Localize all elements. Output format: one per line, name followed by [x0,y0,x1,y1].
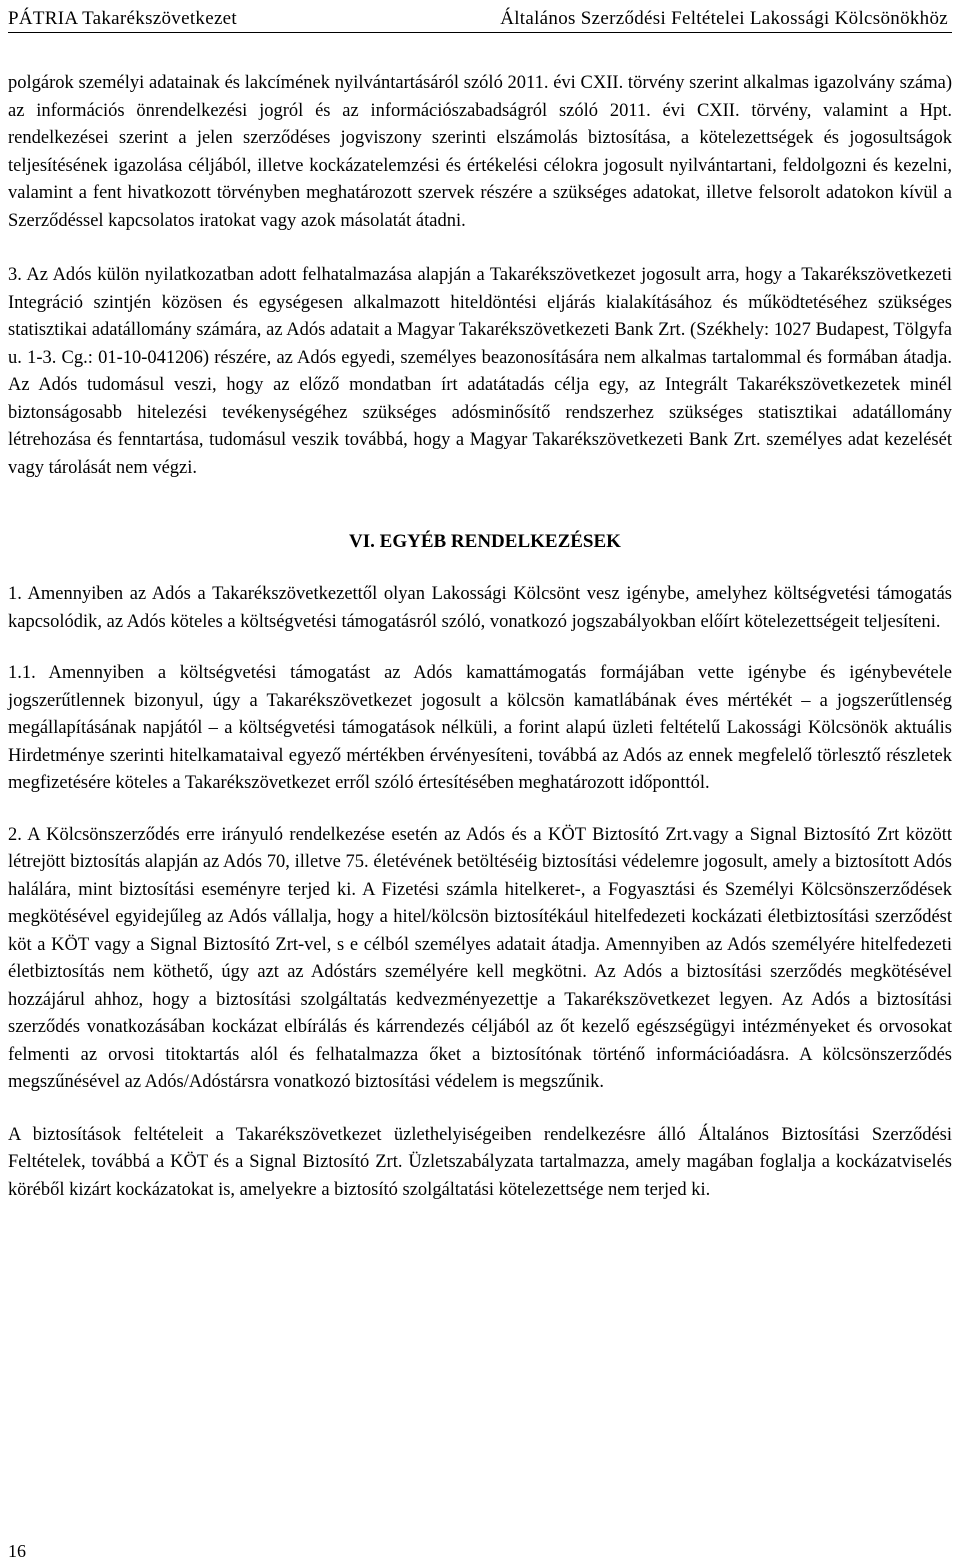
page-number: 16 [8,1541,26,1561]
paragraph-1-subsidy: 1. Amennyiben az Adós a Takarékszövetkezettől olyan Lakossági Kölcsönt vesz igénybe, amelyhez költségvetési támogatás kapcsolódik, az Adós köteles a költségvetési támogatásról szóló, vonatkozó jogszabályokban előírt kötelezettségeit teljesíteni. [8,584,952,632]
paragraph-1-1-interest-subsidy: 1.1. Amennyiben a költségvetési támogatást az Adós kamattámogatás formájában vette igénybe és igénybevétele jogszerűtlennek bizonyul, úgy a Takarékszövetkezet jogosult a kölcsön kamatlábának éves mértékét – a jogszerűtlenség megállapításának napjától – a költségvetési támogatások nélküli, a forint alapú üzleti feltételű Lakossági Kölcsönök aktuális Hirdetménye szerinti hitelkamataival egyező mértékben érvényesíteni, továbbá az Adós az ennek megfelelő törlesztő részletek megfizetésére köteles a Takarékszövetkezet erről szóló értesítésében meghatározott időponttól. [8,663,952,793]
paragraph-3-authorization: 3. Az Adós külön nyilatkozatban adott felhatalmazása alapján a Takarékszövetkezet jogosult arra, hogy a Takarékszövetkezeti Integráció szintjén közösen és egységesen alkalmazott hiteldöntési eljárás kialakításához és működtetéséhez szükséges statisztikai adatállomány számára, az Adós adatait a Magyar Takarékszövetkezeti Bank Zrt. (Székhely: 1027 Budapest, Tölgyfa u. 1-3. Cg.: 01-10-041206) részére, az Adós egyedi, személyes beazonosítására nem alkalmas tartalommal és formában átadja. Az Adós tudomásul veszi, hogy az előző mondatban írt adatátadás célja egy, az Integrált Takarékszövetkezetek minél biztonságosabb hitelezési tevékenységéhez szükséges adósminősítő rendszerhez szükséges statisztikai adatállomány létrehozása és fenntartása, tudomásul veszik továbbá, hogy a Magyar Takarékszövetkezeti Bank Zrt. személyes adat kezelését vagy tárolását nem végzi. [8,265,952,478]
page-header [8,4,952,33]
header-institution-name: PÁTRIA Takarékszövetkezet [8,8,237,29]
section-heading: VI. EGYÉB RENDELKEZÉSEK [349,531,621,552]
document-body [8,70,952,1204]
header-document-title: Általános Szerződési Feltételei Lakossági Kölcsönökhöz [500,8,948,29]
paragraph-insurance-terms: A biztosítások feltételeit a Takarékszövetkezet üzlethelyiségeiben rendelkezésre álló Általános Biztosítási Szerződési Feltételek, továbbá a KÖT és a Signal Biztosító Zrt. Üzletszabályzata tartalmazza, amely magában foglalja a kockázatviselés köréből kizárt kockázatokat is, amelyekre a biztosító szolgáltatási kötelezettsége nem terjed ki. [8,1124,952,1200]
paragraph-data-handling: polgárok személyi adatainak és lakcímének nyilvántartásáról szóló 2011. évi CXII. törvény szerint alkalmas igazolvány száma) az információs önrendelkezési jogról és az információszabadságról szóló 2011. évi CXII. törvény, valamint a Hpt. rendelkezései szerint a jelen szerződéses jogviszony szerinti elszámolás biztosítása, a kötelezettségek és jogosultságok teljesítésének igazolása céljából, illetve kockázatelemzési és értékelési célokra jogosult nyilvántartani, feldolgozni és kezelni, valamint a fent hivatkozott törvényben meghatározott szervek részére a szükséges adatokat, illetve felsorolt adatokon kívül a Szerződéssel kapcsolatos iratokat vagy azok másolatát átadni. [8,73,952,231]
paragraph-2-insurance: 2. A Kölcsönszerződés erre irányuló rendelkezése esetén az Adós és a KÖT Biztosító Zrt.vagy a Signal Biztosító Zrt között létrejött biztosítás alapján az Adós 70, illetve 75. életévének betöltéséig biztosítási védelemre jogosult, amely a biztosított Adós halálára, mint biztosítási eseményre terjed ki. A Fizetési számla hitelkeret-, a Fogyasztási és Személyi Kölcsönszerződések megkötésével egyidejűleg az Adós vállalja, hogy a hitel/kölcsön biztosítékául hitelfedezeti kockázati életbiztosítási szerződést köt a KÖT vagy a Signal Biztosító Zrt-vel, s e célból személyes adatait átadja. Amennyiben az Adós személyére hitelfedezeti életbiztosítás nem köthető, úgy azt az Adóstárs személyére kell megkötni. Az Adós a biztosítási szerződés megkötésével hozzájárul ahhoz, hogy a biztosítási szolgáltatás kedvezményezettje a Takarékszövetkezet legyen. Az Adós a biztosítási szerződés vonatkozásában kockázat elbírálás és kárrendezés céljából az őt kezelő egészségügyi intézményeket és orvosokat felmenti az orvosi titoktartás alól és felhatalmazza őket a biztosítónak történő információadásra. A kölcsönszerződés megszűnésével az Adós/Adóstársra vonatkozó biztosítási védelem is megszűnik. [8,824,952,1092]
